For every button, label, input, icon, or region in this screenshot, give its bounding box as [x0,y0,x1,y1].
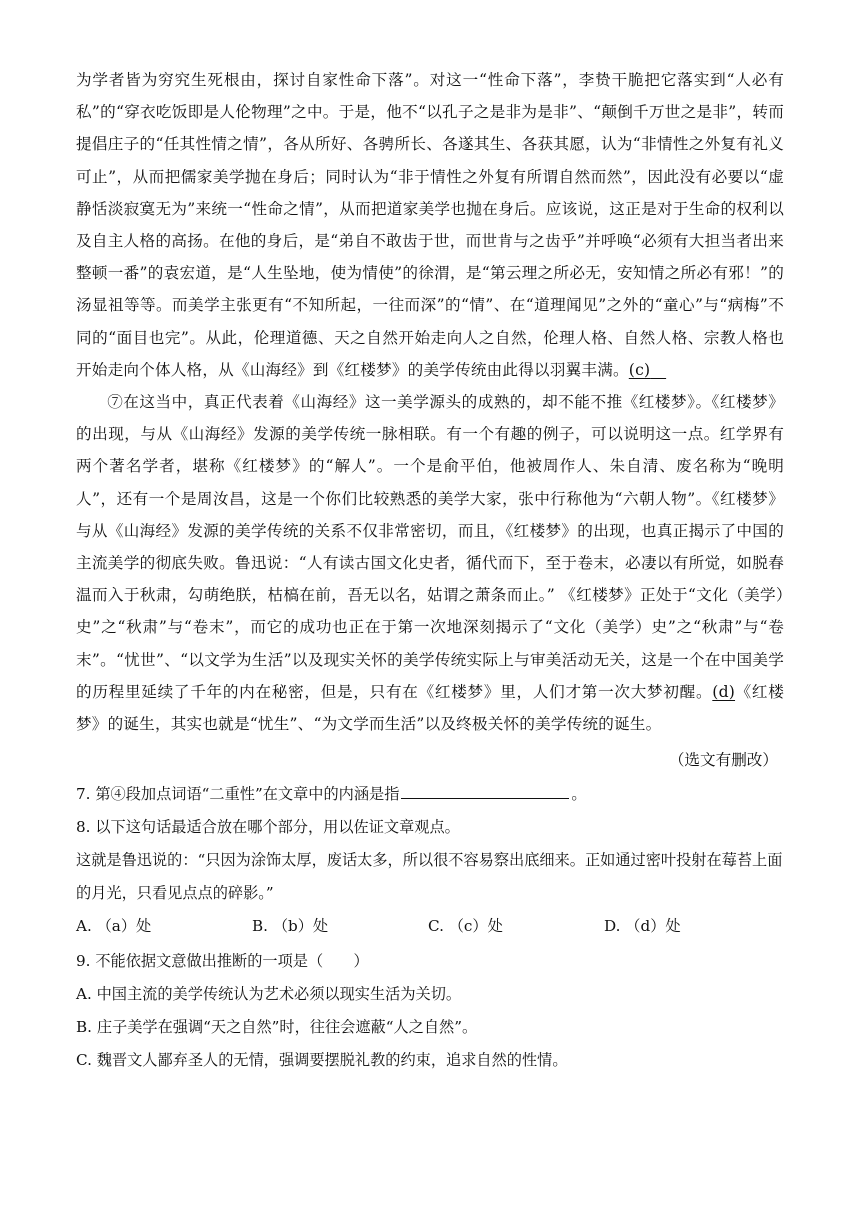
question-9-option-b[interactable]: B. 庄子美学在强调“天之自然”时，往往会遮蔽“人之自然”。 [76,1018,478,1037]
source-note: （选文有删改） [668,751,778,770]
paragraph-text: ⑦在这当中，真正代表着《山海经》这一美学源头的成熟的，却不能不推《红楼梦》。《红楼梦》的出现，与从《山海经》发源的美学传统一脉相联。有一个有趣的例子，可以说明这一点。红学界有两个著名学者，堪称《红楼梦》的“解人”。一个是俞平伯，他被周作人、朱自清、废名称为“晚明人”，还有一个是周汝昌，这是一个你们比较熟悉的美学大家，张中行称他为“六朝人物”。《红楼梦》与从《山海经》发源的美学传统的关系不仅非常密切，而且，《红楼梦》的出现，也真正揭示了中国的主流美学的彻底失败。鲁迅说：“人有读古国文化史者，循代而下，至于卷末，必凄以有所觉，如脱春温而入于秋肃，勾萌绝朕，枯槁在前，吾无以名，姑谓之萧条而止。” 《红楼梦》正处于“文化（美学）史”之“秋肃”与“卷末”，而它的成功也正在于第一次地深刻揭示了“文化（美学）史”之“秋肃”与“卷末”。“忧世”、“以文学为生活”以及现实关怀的美学传统实际上与审美活动无关，这是一个在中国美学的历程里延续了千年的内在秘密，但是，只有在《红楼梦》里，人们才第一次大梦初醒。 [76,393,784,701]
document-page [76,64,784,1077]
option-a[interactable]: A. （a）处 [76,917,152,936]
paragraph-text: 为学者皆为穷究生死根由，探讨自家性命下落”。对这一“性命下落”，李贽干脆把它落实到“人必有私”的“穿衣吃饭即是人伦物理”之中。于是，他不“以孔子之是非为是非”、“颠倒千万世之是非”，转而提倡庄子的“任其性情之情”，各从所好、各骋所长、各遂其生、各获其愿，认为“非情性之外复有礼义可止”，从而把儒家美学抛在身后；同时认为“非于情性之外复有所谓自然而然”，因此没有必要以“虚静恬淡寂寞无为”来统一“性命之情”，从而把道家美学也抛在身后。应该说，这正是对于生命的权利以及自主人格的高扬。在他的身后，是“弟自不敢齿于世，而世肯与之齿乎”并呼唤“必须有大担当者出来整顿一番”的袁宏道，是“人生坠地，使为情使”的徐渭，是“第云理之所必无，安知情之所必有邪！”的汤显祖等等。而美学主张更有“不知所起，一往而深”的“情”、在“道理闻见”之外的“童心”与“病梅”不同的“面目也完”。从此，伦理道德、天之自然开始走向人之自然，伦理人格、自然人格、宗教人格也开始走向个体人格，从《山海经》到《红楼梦》的美学传统由此得以羽翼丰满。 [76,71,784,379]
passage-paragraph-7 [76,386,784,740]
passage-paragraph-6 [76,64,784,386]
insertion-mark-c: (c) [628,360,651,379]
question-9-option-c[interactable]: C. 魏晋文人鄙弃圣人的无情，强调要摆脱礼教的约束，追求自然的性情。 [76,1051,568,1070]
underline-gap [650,361,666,379]
option-d[interactable]: D. （d）处 [604,917,681,936]
option-c[interactable]: C. （c）处 [428,917,503,936]
insertion-mark-d: (d) [712,682,736,701]
question-9-stem: 9. 不能依据文意做出推断的一项是（ ） [76,952,369,971]
question-9-option-a[interactable]: A. 中国主流的美学传统认为艺术必须以现实生活为关切。 [76,985,462,1004]
question-7-end: 。 [571,785,587,804]
paragraph-text-continued: 《红楼梦》的诞生，其实也就是“忧生”、“为文学而生活”以及终极关怀的美学传统的诞生。 [76,682,784,734]
question-7 [76,778,784,811]
question-8-stem: 8. 以下这句话最适合放在哪个部分，用以佐证文章观点。 [76,818,460,837]
option-b[interactable]: B. （b）处 [252,917,329,936]
question-8-options [76,910,784,943]
answer-blank[interactable] [401,784,569,799]
question-7-stem: 7. 第④段加点词语“二重性”在文章中的内涵是指 [76,785,400,804]
question-8-quote: 这就是鲁迅说的：“只因为涂饰太厚，废话太多，所以很不容易察出底细来。正如通过密叶投射在莓苔上面的月光，只看见点点的碎影。” [76,851,783,903]
